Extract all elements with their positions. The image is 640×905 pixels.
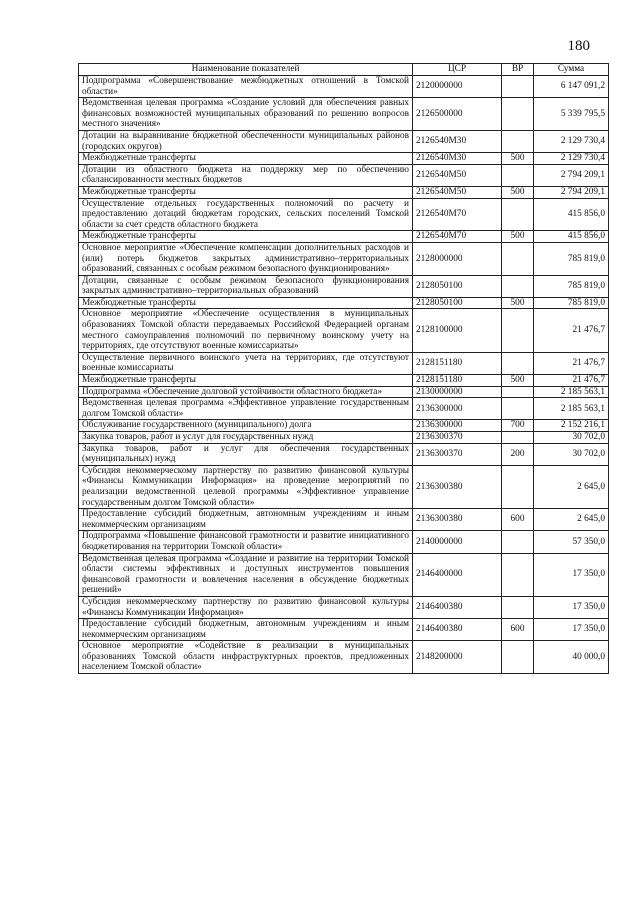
row-vr-cell: 200	[502, 443, 534, 465]
row-code-cell: 2136300380	[413, 509, 502, 531]
row-code-cell: 2136300000	[413, 398, 502, 420]
table-header-row	[79, 64, 609, 76]
header-code: ЦСР	[413, 64, 502, 76]
table-row	[79, 231, 609, 243]
row-code-cell: 2140000000	[413, 531, 502, 553]
table-row	[79, 297, 609, 309]
row-vr-cell	[502, 386, 534, 398]
table-row	[79, 309, 609, 352]
table-row	[79, 398, 609, 420]
row-code-cell: 2146400380	[413, 596, 502, 618]
header-name: Наименование показателей	[79, 64, 413, 76]
header-sum: Сумма	[534, 64, 609, 76]
row-name-cell: Межбюджетные трансферты	[79, 231, 413, 243]
row-vr-cell: 500	[502, 375, 534, 387]
row-sum-cell: 21 476,7	[534, 309, 609, 352]
row-code-cell: 2128151180	[413, 352, 502, 374]
row-name-cell: Дотации, связанные с особым режимом безопасного функционирования закрытых административно–территориальных образований	[79, 275, 413, 297]
row-vr-cell	[502, 198, 534, 231]
row-code-cell: 2126540М50	[413, 186, 502, 198]
row-name-cell: Основное мероприятие «Обеспечение осуществления в муниципальных образованиях Томской области передаваемых Российской Федерацией органам местного самоуправления полномочий по первичному воинскому учету на территориях, где отсутствуют военные комиссариаты»	[79, 309, 413, 352]
row-sum-cell: 2 185 563,1	[534, 398, 609, 420]
row-code-cell: 2146400000	[413, 553, 502, 596]
row-name-cell: Подпрограмма «Совершенствование межбюджетных отношений в Томской области»	[79, 76, 413, 98]
row-sum-cell: 30 702,0	[534, 432, 609, 444]
row-vr-cell	[502, 398, 534, 420]
row-name-cell: Ведомственная целевая программа «Создание и развитие на территории Томской области системы эффективных и доступных инструментов повышения финансовой грамотности и вовлечения населения в обсуждение бюджетных решений»	[79, 553, 413, 596]
row-name-cell: Межбюджетные трансферты	[79, 153, 413, 165]
table-row	[79, 509, 609, 531]
table-row	[79, 443, 609, 465]
table-row	[79, 186, 609, 198]
row-vr-cell	[502, 275, 534, 297]
row-vr-cell	[502, 352, 534, 374]
row-vr-cell	[502, 130, 534, 152]
row-vr-cell	[502, 76, 534, 98]
table-row	[79, 619, 609, 641]
row-code-cell: 2136300380	[413, 465, 502, 508]
row-code-cell: 2126540М70	[413, 198, 502, 231]
row-name-cell: Дотации на выравнивание бюджетной обеспеченности муниципальных районов (городских округов)	[79, 130, 413, 152]
row-name-cell: Закупка товаров, работ и услуг для государственных нужд	[79, 432, 413, 444]
row-code-cell: 2120000000	[413, 76, 502, 98]
row-sum-cell: 2 185 563,1	[534, 386, 609, 398]
table-row	[79, 130, 609, 152]
row-sum-cell: 17 350,0	[534, 596, 609, 618]
row-vr-cell	[502, 432, 534, 444]
table-row	[79, 432, 609, 444]
row-sum-cell: 17 350,0	[534, 619, 609, 641]
row-name-cell: Предоставление субсидий бюджетным, автономным учреждениям и иным некоммерческим организациям	[79, 619, 413, 641]
row-name-cell: Межбюджетные трансферты	[79, 297, 413, 309]
table-body	[79, 76, 609, 674]
row-sum-cell: 2 645,0	[534, 465, 609, 508]
row-vr-cell	[502, 596, 534, 618]
row-code-cell: 2136300370	[413, 443, 502, 465]
row-vr-cell: 600	[502, 619, 534, 641]
row-code-cell: 2128050100	[413, 275, 502, 297]
row-code-cell: 2126500000	[413, 98, 502, 131]
row-vr-cell	[502, 98, 534, 131]
row-name-cell: Закупка товаров, работ и услуг для обеспечения государственных (муниципальных) нужд	[79, 443, 413, 465]
row-name-cell: Подпрограмма «Обеспечение долговой устойчивости областного бюджета»	[79, 386, 413, 398]
row-vr-cell	[502, 242, 534, 275]
row-sum-cell: 57 350,0	[534, 531, 609, 553]
row-vr-cell: 500	[502, 153, 534, 165]
row-name-cell: Подпрограмма «Повышение финансовой грамотности и развитие инициативного бюджетирования на территории Томской области»	[79, 531, 413, 553]
row-sum-cell: 2 129 730,4	[534, 130, 609, 152]
row-vr-cell	[502, 309, 534, 352]
table-row	[79, 531, 609, 553]
row-sum-cell: 415 856,0	[534, 231, 609, 243]
row-name-cell: Ведомственная целевая программа «Создание условий для обеспечения равных финансовых возможностей муниципальных образований по решению вопросов местного значения»	[79, 98, 413, 131]
row-name-cell: Межбюджетные трансферты	[79, 375, 413, 387]
row-sum-cell: 40 000,0	[534, 641, 609, 674]
page-number: 180	[567, 38, 590, 54]
row-code-cell: 2128100000	[413, 309, 502, 352]
row-name-cell: Субсидия некоммерческому партнерству по развитию финансовой культуры «Финансы Коммуникации Информация»	[79, 596, 413, 618]
row-code-cell: 2126540М50	[413, 164, 502, 186]
budget-table	[78, 63, 609, 674]
table-row	[79, 465, 609, 508]
header-vr: ВР	[502, 64, 534, 76]
table-row	[79, 386, 609, 398]
table-row	[79, 420, 609, 432]
row-vr-cell: 500	[502, 231, 534, 243]
table-row	[79, 375, 609, 387]
row-name-cell: Обслуживание государственного (муниципального) долга	[79, 420, 413, 432]
table-row	[79, 641, 609, 674]
row-sum-cell: 21 476,7	[534, 352, 609, 374]
table-row	[79, 98, 609, 131]
table-row	[79, 553, 609, 596]
row-code-cell: 2126540М30	[413, 153, 502, 165]
row-name-cell: Осуществление первичного воинского учета на территориях, где отсутствуют военные комиссариаты	[79, 352, 413, 374]
row-sum-cell: 5 339 795,5	[534, 98, 609, 131]
row-sum-cell: 21 476,7	[534, 375, 609, 387]
row-sum-cell: 2 794 209,1	[534, 164, 609, 186]
row-sum-cell: 30 702,0	[534, 443, 609, 465]
table-row	[79, 153, 609, 165]
row-code-cell: 2146400380	[413, 619, 502, 641]
row-sum-cell: 2 794 209,1	[534, 186, 609, 198]
row-code-cell: 2128151180	[413, 375, 502, 387]
row-code-cell: 2136300000	[413, 420, 502, 432]
row-vr-cell: 500	[502, 297, 534, 309]
row-vr-cell: 700	[502, 420, 534, 432]
row-name-cell: Ведомственная целевая программа «Эффективное управление государственным долгом Томской области»	[79, 398, 413, 420]
table-row	[79, 164, 609, 186]
row-sum-cell: 2 645,0	[534, 509, 609, 531]
row-name-cell: Межбюджетные трансферты	[79, 186, 413, 198]
row-code-cell: 2130000000	[413, 386, 502, 398]
row-code-cell: 2148200000	[413, 641, 502, 674]
row-name-cell: Основное мероприятие «Обеспечение компенсации дополнительных расходов и (или) потерь бюджетов закрытых административно–территориальных образований, связанных с особым режимом безопасного функционирования»	[79, 242, 413, 275]
table-row	[79, 352, 609, 374]
table-row	[79, 596, 609, 618]
row-name-cell: Осуществление отдельных государственных полномочий по расчету и предоставлению дотаций бюджетам городских, сельских поселений Томской области за счет средств областного бюджета	[79, 198, 413, 231]
row-name-cell: Предоставление субсидий бюджетным, автономным учреждениям и иным некоммерческим организациям	[79, 509, 413, 531]
row-sum-cell: 2 129 730,4	[534, 153, 609, 165]
row-name-cell: Дотации из областного бюджета на поддержку мер по обеспечению сбалансированности местных бюджетов	[79, 164, 413, 186]
row-vr-cell	[502, 641, 534, 674]
row-name-cell: Субсидия некоммерческому партнерству по развитию финансовой культуры «Финансы Коммуникации Информация» на проведение мероприятий по реализации ведомственной целевой программы «Эффективное управление государственным долгом Томской области»	[79, 465, 413, 508]
row-sum-cell: 2 152 216,1	[534, 420, 609, 432]
table-row	[79, 198, 609, 231]
row-sum-cell: 415 856,0	[534, 198, 609, 231]
row-code-cell: 2128050100	[413, 297, 502, 309]
row-vr-cell	[502, 164, 534, 186]
row-sum-cell: 6 147 091,2	[534, 76, 609, 98]
row-sum-cell: 785 819,0	[534, 297, 609, 309]
table-row	[79, 242, 609, 275]
table-row	[79, 76, 609, 98]
row-vr-cell	[502, 531, 534, 553]
row-vr-cell	[502, 553, 534, 596]
row-sum-cell: 785 819,0	[534, 242, 609, 275]
row-name-cell: Основное мероприятие «Содействие в реализации в муниципальных образованиях Томской области инфраструктурных проектов, предложенных населением Томской области»	[79, 641, 413, 674]
row-vr-cell: 500	[502, 186, 534, 198]
row-sum-cell: 785 819,0	[534, 275, 609, 297]
row-code-cell: 2126540М30	[413, 130, 502, 152]
row-code-cell: 2128000000	[413, 242, 502, 275]
row-vr-cell	[502, 465, 534, 508]
row-sum-cell: 17 350,0	[534, 553, 609, 596]
table-row	[79, 275, 609, 297]
row-code-cell: 2136300370	[413, 432, 502, 444]
row-vr-cell: 600	[502, 509, 534, 531]
row-code-cell: 2126540М70	[413, 231, 502, 243]
